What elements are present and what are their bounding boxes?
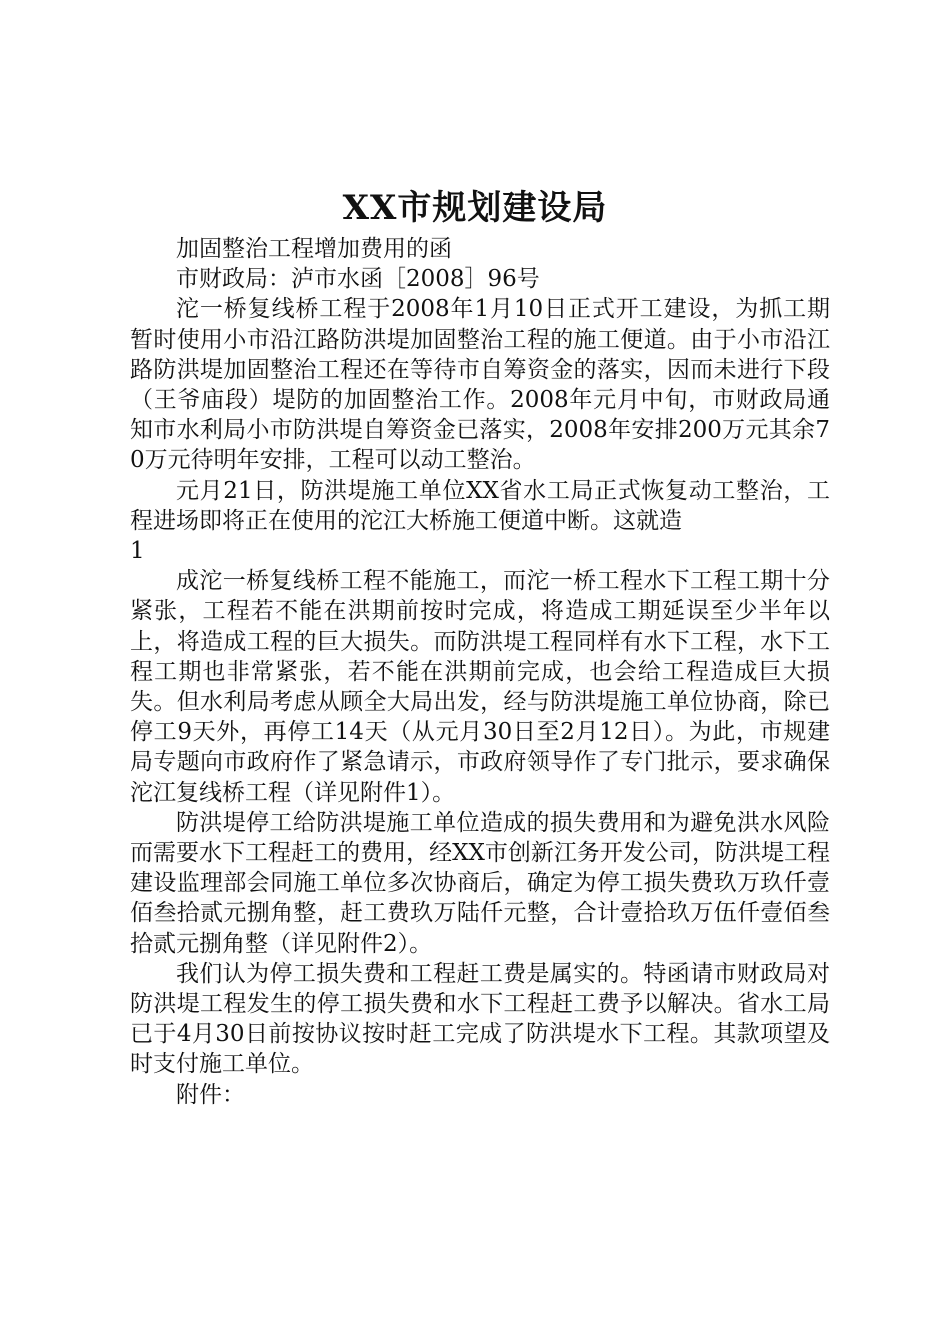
paragraph-background: 沱一桥复线桥工程于2008年1月10日正式开工建设，为抓工期暂时使用小市沿江路防洪堤加固整治工程的施工便道。由于小市沿江路防洪堤加固整治工程还在等待市自筹资金的落实，因而未进行下段（王爷庙段）堤防的加固整治工作。2008年元月中旬，市财政局通知市水利局小市防洪堤自筹资金已落实，2008年安排200万元其余70万元待明年安排，工程可以动工整治。 [130,296,830,474]
page-number: 1 [130,538,145,565]
paragraph-attachments: 附件： [176,1081,245,1108]
paragraph-recipient: 市财政局：泸市水函［2008］96号 [176,266,540,293]
paragraph-subject: 加固整治工程增加费用的函 [176,236,452,262]
document-body [130,234,830,1110]
paragraph-costs: 防洪堤停工给防洪堤施工单位造成的损失费用和为避免洪水风险而需要水下工程赶工的费用，经XX市创新江务开发公司，防洪堤工程建设监理部会同施工单位多次协商后，确定为停工损失费玖万玖仟壹佰叁拾贰元捌角整，赶工费玖万陆仟元整，合计壹拾玖万伍仟壹佰叁拾贰元捌角整（详见附件2）。 [130,809,830,957]
paragraph-consequence: 成沱一桥复线桥工程不能施工，而沱一桥工程水下工程工期十分紧张，工程若不能在洪期前按时完成，将造成工期延误至少半年以上，将造成工程的巨大损失。而防洪堤工程同样有水下工程，水下工程工期也非常紧张，若不能在洪期前完成，也会给工程造成巨大损失。但水利局考虑从顾全大局出发，经与防洪堤施工单位协商，除已停工9天外，再停工14天（从元月30日至2月12日）。为此，市规建局专题向市政府作了紧急请示，市政府领导作了专门批示，要求确保沱江复线桥工程（详见附件1）。 [130,568,830,806]
document-title: XX市规划建设局 [342,188,608,228]
paragraph-resumption: 元月21日，防洪堤施工单位XX省水工局正式恢复动工整治，工程进场即将正在使用的沱江大桥施工便道中断。这就造 [130,477,830,534]
paragraph-request: 我们认为停工损失费和工程赶工费是属实的。特函请市财政局对防洪堤工程发生的停工损失费和水下工程赶工费予以解决。省水工局已于4月30日前按协议按时赶工完成了防洪堤水下工程。其款项望及时支付施工单位。 [130,960,830,1078]
